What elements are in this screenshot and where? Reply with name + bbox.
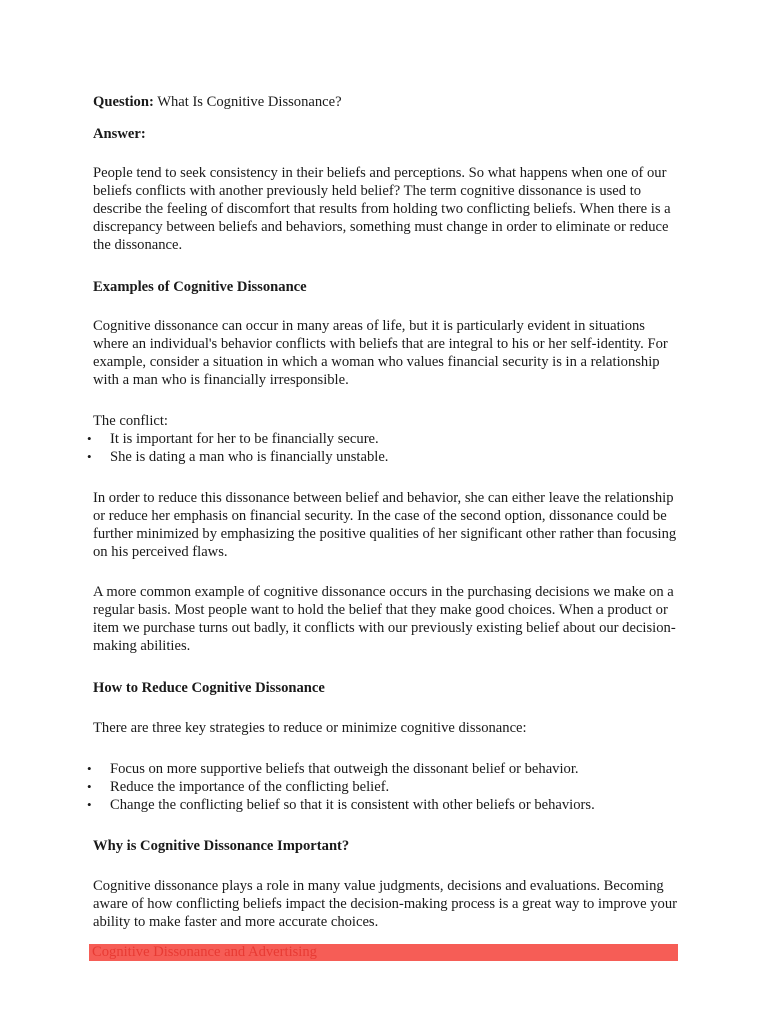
question-text: What Is Cognitive Dissonance? [153, 94, 342, 110]
answer-label: Answer: [93, 126, 146, 142]
intro-paragraph: People tend to seek consistency in their beliefs and perceptions. So what happens when one of our beliefs conflicts with another previously held belief? The term cognitive dissonance is used to describe the feeling of discomfort that results from holding two conflicting beliefs. When there is a discrepancy between beliefs and behaviors, something must change in order to eliminate or reduce the dissonance. [93, 165, 671, 253]
how-heading: How to Reduce Cognitive Dissonance [93, 680, 325, 696]
reduce-paragraph: In order to reduce this dissonance between belief and behavior, she can either leave the relationship or reduce her emphasis on financial security. In the case of the second option, dissonance could be further minimized by emphasizing the positive qualities of her significant other rather than focusing on his perceived flaws. [93, 490, 677, 560]
advertising-link-banner[interactable]: Cognitive Dissonance and Advertising [89, 944, 678, 961]
list-item: • She is dating a man who is financially unstable. [93, 448, 678, 466]
why-paragraph: Cognitive dissonance plays a role in many value judgments, decisions and evaluations. Becoming aware of how conflicting beliefs impact the decision-making process is a great way to improve your ability to make faster and more accurate choices. [93, 878, 677, 930]
list-item: • It is important for her to be financially secure. [93, 430, 678, 448]
examples-paragraph: Cognitive dissonance can occur in many areas of life, but it is particularly evident in situations where an individual's behavior conflicts with beliefs that are integral to his or her self-identity. For example, consider a situation in which a woman who values financial security is in a relationship with a man who is financially irresponsible. [93, 318, 668, 388]
conflict-label: The conflict: [93, 413, 168, 429]
common-paragraph: A more common example of cognitive dissonance occurs in the purchasing decisions we make on a regular basis. Most people want to hold the belief that they make good choices. When a product or item we purchase turns out badly, it conflicts with our previously existing belief about our decision-making abilities. [93, 584, 676, 654]
conflict-list [93, 430, 678, 466]
strategies-list [93, 760, 678, 814]
examples-heading: Examples of Cognitive Dissonance [93, 279, 307, 295]
question-line [93, 93, 678, 111]
list-item: • Focus on more supportive beliefs that outweigh the dissonant belief or behavior. [93, 760, 678, 778]
how-paragraph: There are three key strategies to reduce or minimize cognitive dissonance: [93, 720, 527, 736]
list-item: • Change the conflicting belief so that it is consistent with other beliefs or behaviors. [93, 796, 678, 814]
why-heading: Why is Cognitive Dissonance Important? [93, 838, 350, 854]
list-item: • Reduce the importance of the conflicting belief. [93, 778, 678, 796]
question-label: Question: [93, 94, 154, 110]
